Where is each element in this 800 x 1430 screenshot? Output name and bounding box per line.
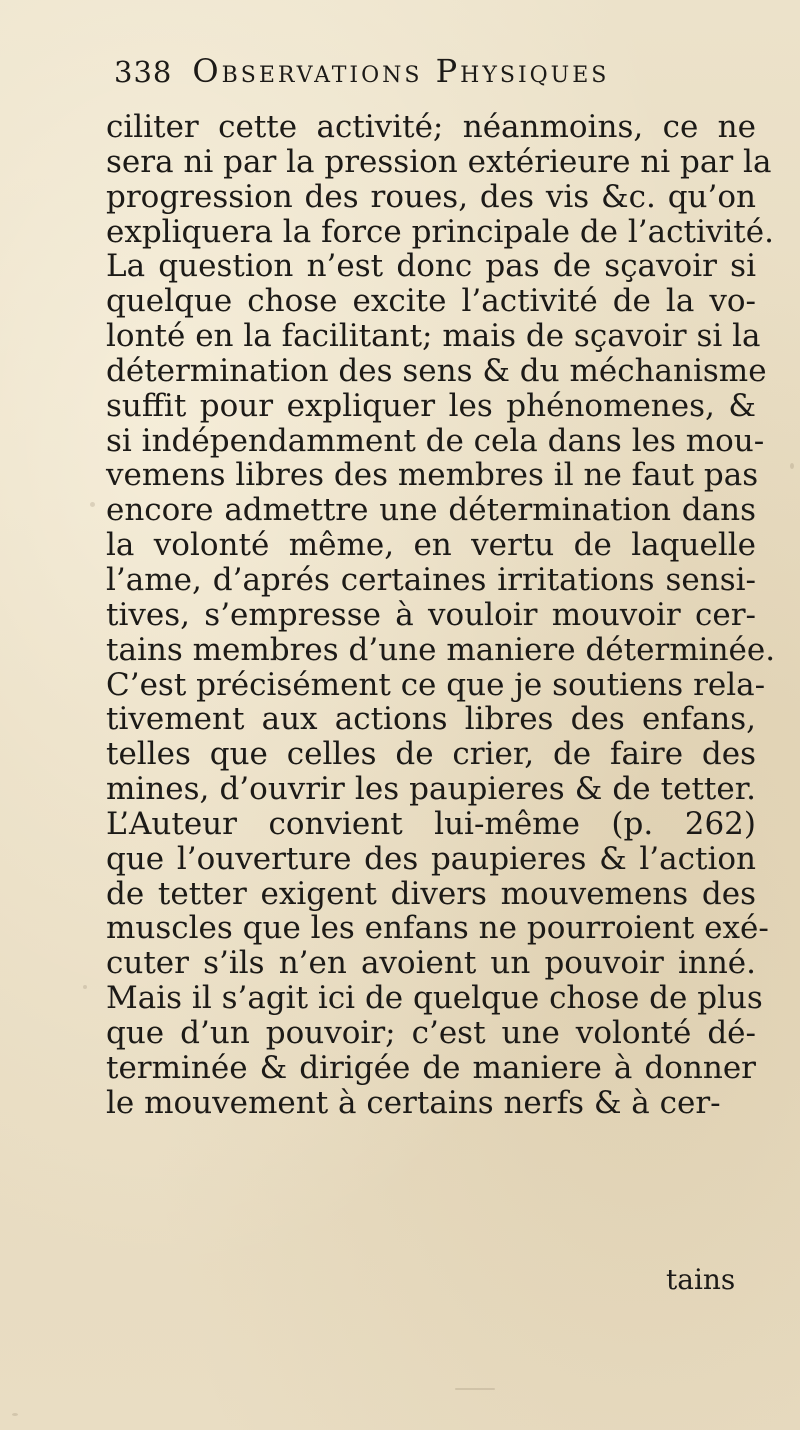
text-line: la volonté même, en vertu de laquelle bbox=[106, 527, 756, 564]
text-line: mines, d’ouvrir les paupieres & de tetter. bbox=[106, 771, 756, 808]
page-number: 338 bbox=[114, 55, 173, 89]
text-line: terminée & dirigée de maniere à donner bbox=[106, 1049, 756, 1086]
text-line: tives, s’empresse à vouloir mouvoir cer- bbox=[106, 596, 756, 633]
text-line: expliquera la force principale de l’activité. bbox=[106, 213, 774, 250]
body-text bbox=[106, 109, 776, 1121]
paper-speck bbox=[455, 1388, 495, 1390]
text-line: que l’ouverture des paupieres & l’action bbox=[106, 840, 756, 877]
catchword: tains bbox=[666, 1263, 736, 1296]
text-line: encore admettre une détermination dans bbox=[106, 492, 756, 529]
text-line: telles que celles de crier, de faire des bbox=[106, 736, 756, 773]
text-line: l’ame, d’aprés certaines irritations sensi- bbox=[106, 561, 756, 598]
text-line: C’est précisément ce que je soutiens rela- bbox=[106, 666, 766, 703]
text-line: La question n’est donc pas de sçavoir si bbox=[106, 248, 756, 285]
text-line: sera ni par la pression extérieure ni par la bbox=[106, 143, 772, 180]
text-line: Mais il s’agit ici de quelque chose de plus bbox=[106, 980, 763, 1017]
text-line: suffit pour expliquer les phénomenes, & bbox=[106, 387, 756, 424]
text-line: quelque chose excite l’activité de la vo- bbox=[106, 283, 756, 320]
text-line: ciliter cette activité; néanmoins, ce ne bbox=[106, 109, 756, 145]
paper-speck bbox=[83, 985, 87, 989]
text-line: lonté en la facilitant; mais de sçavoir si la bbox=[106, 318, 761, 355]
running-title: Observations Physiques bbox=[192, 52, 610, 90]
paper-speck bbox=[12, 1413, 18, 1416]
running-head bbox=[114, 52, 714, 96]
text-line: progression des roues, des vis &c. qu’on bbox=[106, 178, 756, 215]
text-line: vemens libres des membres il ne faut pas bbox=[106, 457, 759, 494]
text-line: le mouvement à certains nerfs & à cer- bbox=[106, 1084, 721, 1121]
text-line: si indépendamment de cela dans les mou- bbox=[106, 422, 765, 459]
text-line: cuter s’ils n’en avoient un pouvoir inné. bbox=[106, 945, 756, 982]
text-line: muscles que les enfans ne pourroient exé- bbox=[106, 910, 769, 947]
paper-speck bbox=[90, 502, 95, 507]
text-line: détermination des sens & du méchanisme bbox=[106, 352, 767, 389]
text-line: de tetter exigent divers mouvemens des bbox=[106, 875, 756, 912]
text-line: tains membres d’une maniere déterminée. bbox=[106, 631, 776, 668]
text-line: L’Auteur convient lui-même (p. 262) bbox=[106, 805, 756, 842]
text-line: tivement aux actions libres des enfans, bbox=[106, 701, 756, 738]
text-line: que d’un pouvoir; c’est une volonté dé- bbox=[106, 1014, 756, 1051]
paper-speck bbox=[790, 463, 794, 469]
